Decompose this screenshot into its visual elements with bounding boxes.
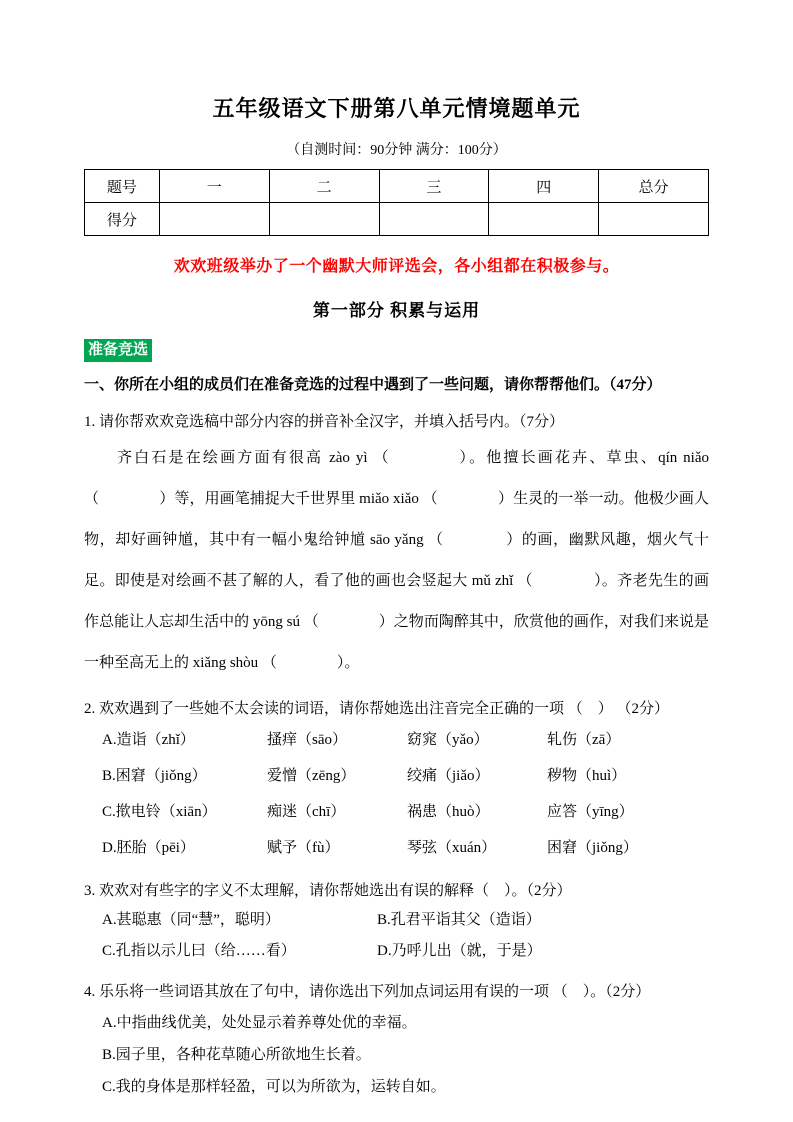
option: B.孔君平诣其父（造诣）: [377, 911, 541, 928]
section-label-row: [84, 339, 709, 362]
question-4-stem: 4. 乐乐将一些词语其放在了句中，请你选出下列加点词运用有误的一项 （ ）。（2分）: [84, 983, 651, 1000]
score-table-score-row: [85, 203, 709, 236]
option: 琴弦（xuán）: [407, 840, 497, 856]
option: A.中指曲线优美，处处显示着养尊处优的幸福。: [102, 1015, 417, 1031]
option: 轧伤（zā）: [547, 732, 621, 748]
score-cell-empty: [269, 203, 379, 236]
option: C.我的身体是那样轻盈，可以为所欲为，运转自如。: [102, 1079, 446, 1095]
score-table-header-cell: 四: [489, 170, 599, 203]
option: 绞痛（jiǎo）: [407, 768, 490, 784]
option: 爱憎（zēng）: [267, 768, 356, 784]
score-table-header-cell: 总分: [599, 170, 709, 203]
option: 痴迷（chī）: [267, 804, 346, 820]
score-cell-empty: [599, 203, 709, 236]
option: 祸患（huò）: [407, 804, 490, 820]
option: 搔痒（sāo）: [267, 732, 347, 748]
score-table-header-cell: 二: [269, 170, 379, 203]
question-1-main: 一、你所在小组的成员们在准备竞选的过程中遇到了一些问题，请你帮帮他们。（47分）: [84, 377, 662, 393]
option: 秽物（huì）: [547, 768, 627, 784]
option: 应答（yīng）: [547, 804, 634, 820]
score-table-header-row: [85, 170, 709, 203]
option: 窈窕（yǎo）: [407, 732, 489, 748]
option: B.园子里，各种花草随心所欲地生长着。: [102, 1047, 371, 1063]
option: D.胚胎（pēi）: [102, 840, 195, 856]
score-table-header-cell: 题号: [85, 170, 160, 203]
option: D.乃呼儿出（就，于是）: [377, 942, 542, 959]
option: B.困窘（jiǒng）: [102, 768, 207, 784]
scenario-text: 欢欢班级举办了一个幽默大师评选会，各小组都在积极参与。: [173, 258, 620, 275]
option: C.揿电铃（xiān）: [102, 804, 217, 820]
option: A.甚聪惠（同“慧”，聪明）: [102, 911, 280, 928]
score-table-header-cell: 一: [159, 170, 269, 203]
part1-heading: 第一部分 积累与运用: [312, 301, 481, 320]
option: 赋予（fù）: [267, 840, 340, 856]
question-1-stem: 1. 请你帮欢欢竞选稿中部分内容的拼音补全汉字，并填入括号内。（7分）: [84, 414, 565, 430]
question-3-stem: 3. 欢欢对有些字的字义不太理解，请你帮她选出有误的解释（ ）。（2分）: [84, 883, 572, 899]
pinyin-passage: 齐白石是在绘画方面有很高 zào yì （ ）。他擅长画花卉、草虫、qín niǎo（ ）等，用画笔捕捉大千世界里 miǎo xiǎo （ ）生灵的一举一动。他极少画人物，却好画钟馗，其中有一幅小鬼给钟馗 sāo yǎng （ ）的画，幽默风趣，烟火气十足。即使是对绘画不甚了解的人，看了他的画也会竖起大 mǔ zhǐ （ ）。齐老先生的画作总能让人忘却生活中的 yōng sú （ ）之物而陶醉其中，欣赏他的画作，对我们来说是一种至高无上的 xiǎng shòu （ ）。: [84, 449, 709, 671]
page-title: 五年级语文下册第八单元情境题单元: [212, 96, 581, 121]
exam-subtitle: （自测时间：90分钟 满分：100分）: [286, 143, 507, 158]
score-cell-empty: [489, 203, 599, 236]
question-2-options: [84, 722, 709, 866]
section-label: 准备竞选: [84, 339, 152, 362]
score-table: [84, 169, 709, 236]
score-table-header-cell: 三: [379, 170, 489, 203]
option: A.造诣（zhǐ）: [102, 732, 195, 748]
score-cell-empty: [159, 203, 269, 236]
option: 困窘（jiǒng）: [547, 840, 638, 856]
question-2-stem: 2. 欢欢遇到了一些她不太会读的词语，请你帮她选出注音完全正确的一项 （ ） （2分）: [84, 700, 670, 717]
score-row-label: 得分: [85, 203, 160, 236]
question-3-options: [84, 905, 709, 967]
option: C.孔指以示儿曰（给……看）: [102, 942, 296, 959]
score-cell-empty: [379, 203, 489, 236]
question-4-options: [84, 1007, 709, 1103]
